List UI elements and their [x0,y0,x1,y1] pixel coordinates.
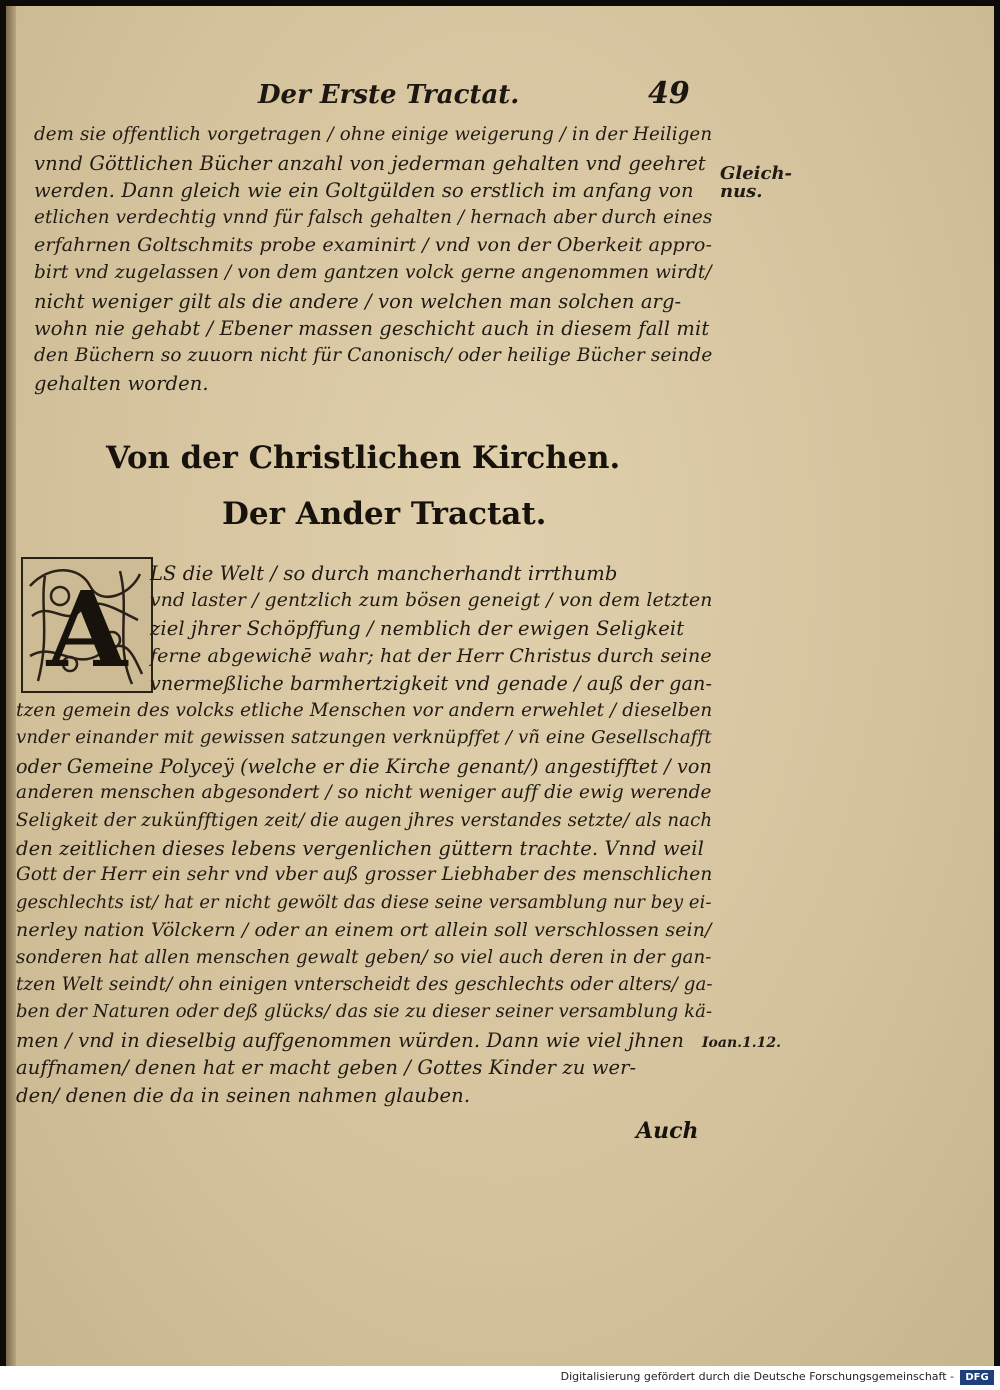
running-head: Der Erste Tractat. [258,80,520,110]
text-line: birt vnd zugelassen / von dem gantzen volck gerne angenommen wirdt/ [34,262,712,283]
section-title: Von der Christlichen Kirchen. [106,440,621,476]
page-gutter [6,6,16,1366]
text-line: den Büchern so zuuorn nicht für Canonisch/ oder heilige Bücher seinde [34,344,713,366]
text-line: erfahrnen Goltschmits probe examinirt / vnd von der Oberkeit appro- [34,234,713,257]
text-line: tzen Welt seindt/ ohn einigen vnterscheidt des geschlechts oder alters/ ga- [16,974,713,995]
text-line: ferne abgewichē wahr; hat der Herr Christus durch seine [150,644,712,667]
text-line: gehalten worden. [34,372,209,396]
text-line: dem sie offentlich vorgetragen / ohne einige weigerung / in der Heiligen [34,124,713,145]
text-line: tzen gemein des volcks etliche Menschen vor andern erwehlet / dieselben [16,700,713,721]
text-line: etlichen verdechtig vnnd für falsch gehalten / hernach aber durch eines [34,206,713,228]
text-line: sonderen hat allen menschen gewalt geben/ so viel auch deren in der gan- [16,946,712,968]
dfg-logo: DFG [960,1370,994,1385]
footer-credit: Digitalisierung gefördert durch die Deutsche Forschungsgemeinschaft - [560,1370,954,1383]
text-line: oder Gemeine Polyceÿ (welche er die Kirche genant/) angestifftet / von [16,754,712,778]
text-line: nerley nation Völckern / oder an einem ort allein soll verschlossen sein/ [16,919,712,942]
text-line: LS die Welt / so durch mancherhandt irrthumb [150,562,618,585]
text-line: Seligkeit der zukünfftigen zeit/ die augen jhres verstandes setzte/ als nach [16,809,713,831]
text-line: men / vnd in dieselbig auffgenommen würden. Dann wie viel jhnen [16,1028,685,1052]
svg-text:A: A [46,568,128,691]
footer-bar [0,1366,1000,1390]
text-line: den zeitlichen dieses lebens vergenlichen güttern trachte. Vnnd weil [16,837,704,860]
text-line: vnermeßliche barmhertzigkeit vnd genade / auß der gan- [150,672,713,696]
text-line: wohn nie gehabt / Ebener massen geschicht auch in diesem fall mit [34,317,710,341]
text-line: auffnamen/ denen hat er macht geben / Gottes Kinder zu wer- [16,1056,637,1080]
text-line: anderen menschen abgesondert / so nicht weniger auff die ewig werende [16,782,712,804]
text-line: vnnd Göttlichen Bücher anzahl von jederman gehalten vnd geehret [34,151,706,175]
text-line: Gott der Herr ein sehr vnd vber auß grosser Liebhaber des menschlichen [16,864,713,886]
text-line: vnder einander mit gewissen satzungen verknüpffet / vñ eine Gesellschafft [16,727,712,749]
decorated-initial-letter [20,556,154,694]
text-line: ben der Naturen oder deß glücks/ das sie zu dieser seiner versamblung kä- [16,1001,713,1023]
section-subtitle: Der Ander Tractat. [222,496,547,532]
text-line: werden. Dann gleich wie ein Goltgülden so erstlich im anfang von [34,179,694,203]
text-line: den/ denen die da in seinen nahmen glauben. [16,1083,471,1107]
text-line: nicht weniger gilt als die andere / von welchen man solchen arg- [34,289,682,313]
text-line: vnd laster / gentzlich zum bösen geneigt / von dem letzten [150,589,713,611]
margin-note-gleichnus: Gleich- nus. [720,163,793,202]
page-number: 49 [648,76,690,111]
text-line: ziel jhrer Schöpffung / nemblich der ewigen Seligkeit [150,617,685,641]
text-line: geschlechts ist/ hat er nicht gewölt das diese seine versamblung nur bey ei- [16,891,712,913]
margin-note-ref: Ioan.1.12. [702,1035,781,1051]
catchword: Auch [636,1118,699,1144]
